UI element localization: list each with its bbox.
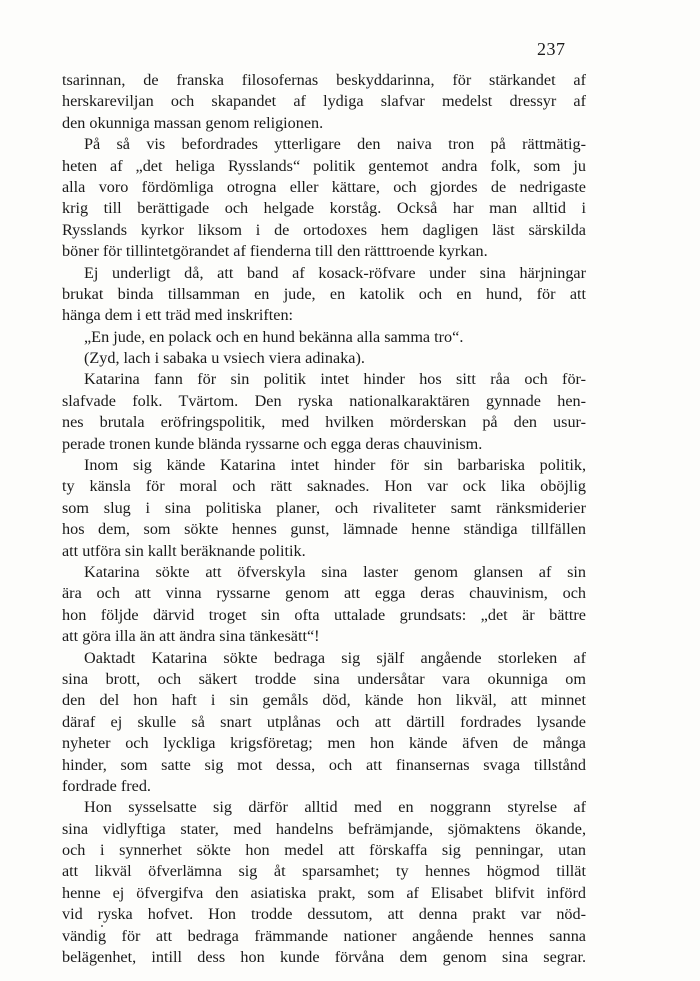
text-line: och i synnerhet sökte hon medel att förskaffa sig penningar, utan <box>62 841 586 860</box>
text-line: alla voro fördömliga otrogna eller kättare, och gjordes de nedrigaste <box>62 177 586 196</box>
text-line: ära och att vinna ryssarne genom att egga deras chauvinism, och <box>62 584 586 603</box>
text-line: nes brutala eröfringspolitik, med hvilken mörderskan på den usur- <box>62 413 586 432</box>
text-line: fordrade fred. <box>62 776 151 795</box>
text-line: som slug i sina politiska planer, och rivaliteter samt ränksmiderier <box>62 498 586 517</box>
text-line: „En jude, en polack och en hund bekänna alla samma tro“. <box>84 327 464 346</box>
text-line: herskareviljan och skapandet af lydiga slafvar medelst dressyr af <box>62 92 586 111</box>
text-line: slafvade folk. Tvärtom. Den ryska nationalkaraktären gynnade hen- <box>62 391 586 410</box>
text-line: henne ej öfvergifva den asiatiska prakt, som af Elisabet blifvit införd <box>62 883 586 902</box>
text-line: att likväl öfverlämna sig åt sparsamhet; ty hennes högmod tillät <box>62 862 586 881</box>
text-line: brukat binda tillsamman en jude, en katolik och en hund, för att <box>62 284 586 303</box>
stray-dot <box>101 925 103 927</box>
text-line: perade tronen kunde blända ryssarne och egga deras chauvinism. <box>62 434 483 453</box>
body-text <box>62 70 586 968</box>
text-line: belägenhet, intill dess hon kunde förvåna dem genom sina segrar. <box>62 948 586 967</box>
text-line: vändig för att bedraga främmande nationer angående hennes sanna <box>62 926 586 945</box>
text-line: Katarina fann för sin politik intet hinder hos sitt råa och för- <box>84 370 586 389</box>
text-line: hon följde därvid troget sin ofta uttalade grundsats: „det är bättre <box>62 605 586 624</box>
text-line: vid ryska hofvet. Hon trodde dessutom, att denna prakt var nöd- <box>62 905 586 924</box>
text-line: tsarinnan, de franska filosofernas beskyddarinna, för stärkandet af <box>62 71 586 89</box>
text-line: den del hon haft i sin gemåls död, kände hon likväl, att minnet <box>62 691 586 710</box>
text-line: Oaktadt Katarina sökte bedraga sig själf angående storleken af <box>84 648 586 667</box>
text-line: Rysslands kyrkor liksom i de ortodoxes hem dagligen läst särskilda <box>62 220 586 239</box>
text-line: heten af „det heliga Rysslands“ politik gentemot andra folk, som ju <box>62 156 586 175</box>
text-line: På så vis befordrades ytterligare den naiva tron på rättmätig- <box>84 135 586 154</box>
text-line: att göra illa än att ändra sina tänkesätt“! <box>62 627 320 646</box>
text-line: den okunniga massan genom religionen. <box>62 113 324 132</box>
text-line: Hon sysselsatte sig därför alltid med en noggrann styrelse af <box>84 798 586 817</box>
text-line: sina vidlyftiga stater, med handelns befrämjande, sjömaktens ökande, <box>62 819 586 838</box>
text-line: nyheter och lyckliga krigsföretag; men hon kände äfven de många <box>62 734 586 753</box>
text-line: Inom sig kände Katarina intet hinder för sin barbariska politik, <box>84 456 586 475</box>
text-line: Ej underligt då, att band af kosack-röfvare under sina härjningar <box>84 263 586 282</box>
text-line: hänga dem i ett träd med inskriften: <box>62 306 294 325</box>
text-line: hos dem, som sökte hennes gunst, lämnade henne ständiga tillfällen <box>62 520 586 539</box>
text-line: böner för tillintetgörandet af fienderna till den rätttroende kyrkan. <box>62 242 488 261</box>
text-line: (Zyd, lach i sabaka u vsiech viera adinaka). <box>84 349 365 368</box>
text-line: att utföra sin kallt beräknande politik. <box>62 541 306 560</box>
text-line: däraf ej skulle så snart utplånas och att därtill fordrades lysande <box>62 712 586 731</box>
text-line: hinder, som satte sig mot dessa, och att finansernas svaga tillstånd <box>62 755 586 774</box>
text-line: Katarina sökte att öfverskyla sina laster genom glansen af sin <box>84 562 586 581</box>
text-line: ty känsla för moral och rätt saknades. Hon var ock lika oböjlig <box>62 477 586 496</box>
page-number: 237 <box>537 39 566 59</box>
text-line: krig till berättigade och helgade korståg. Också har man alltid i <box>62 199 586 218</box>
text-line: sina brott, och säkert trodde sina undersåtar vara okunniga om <box>62 669 586 688</box>
